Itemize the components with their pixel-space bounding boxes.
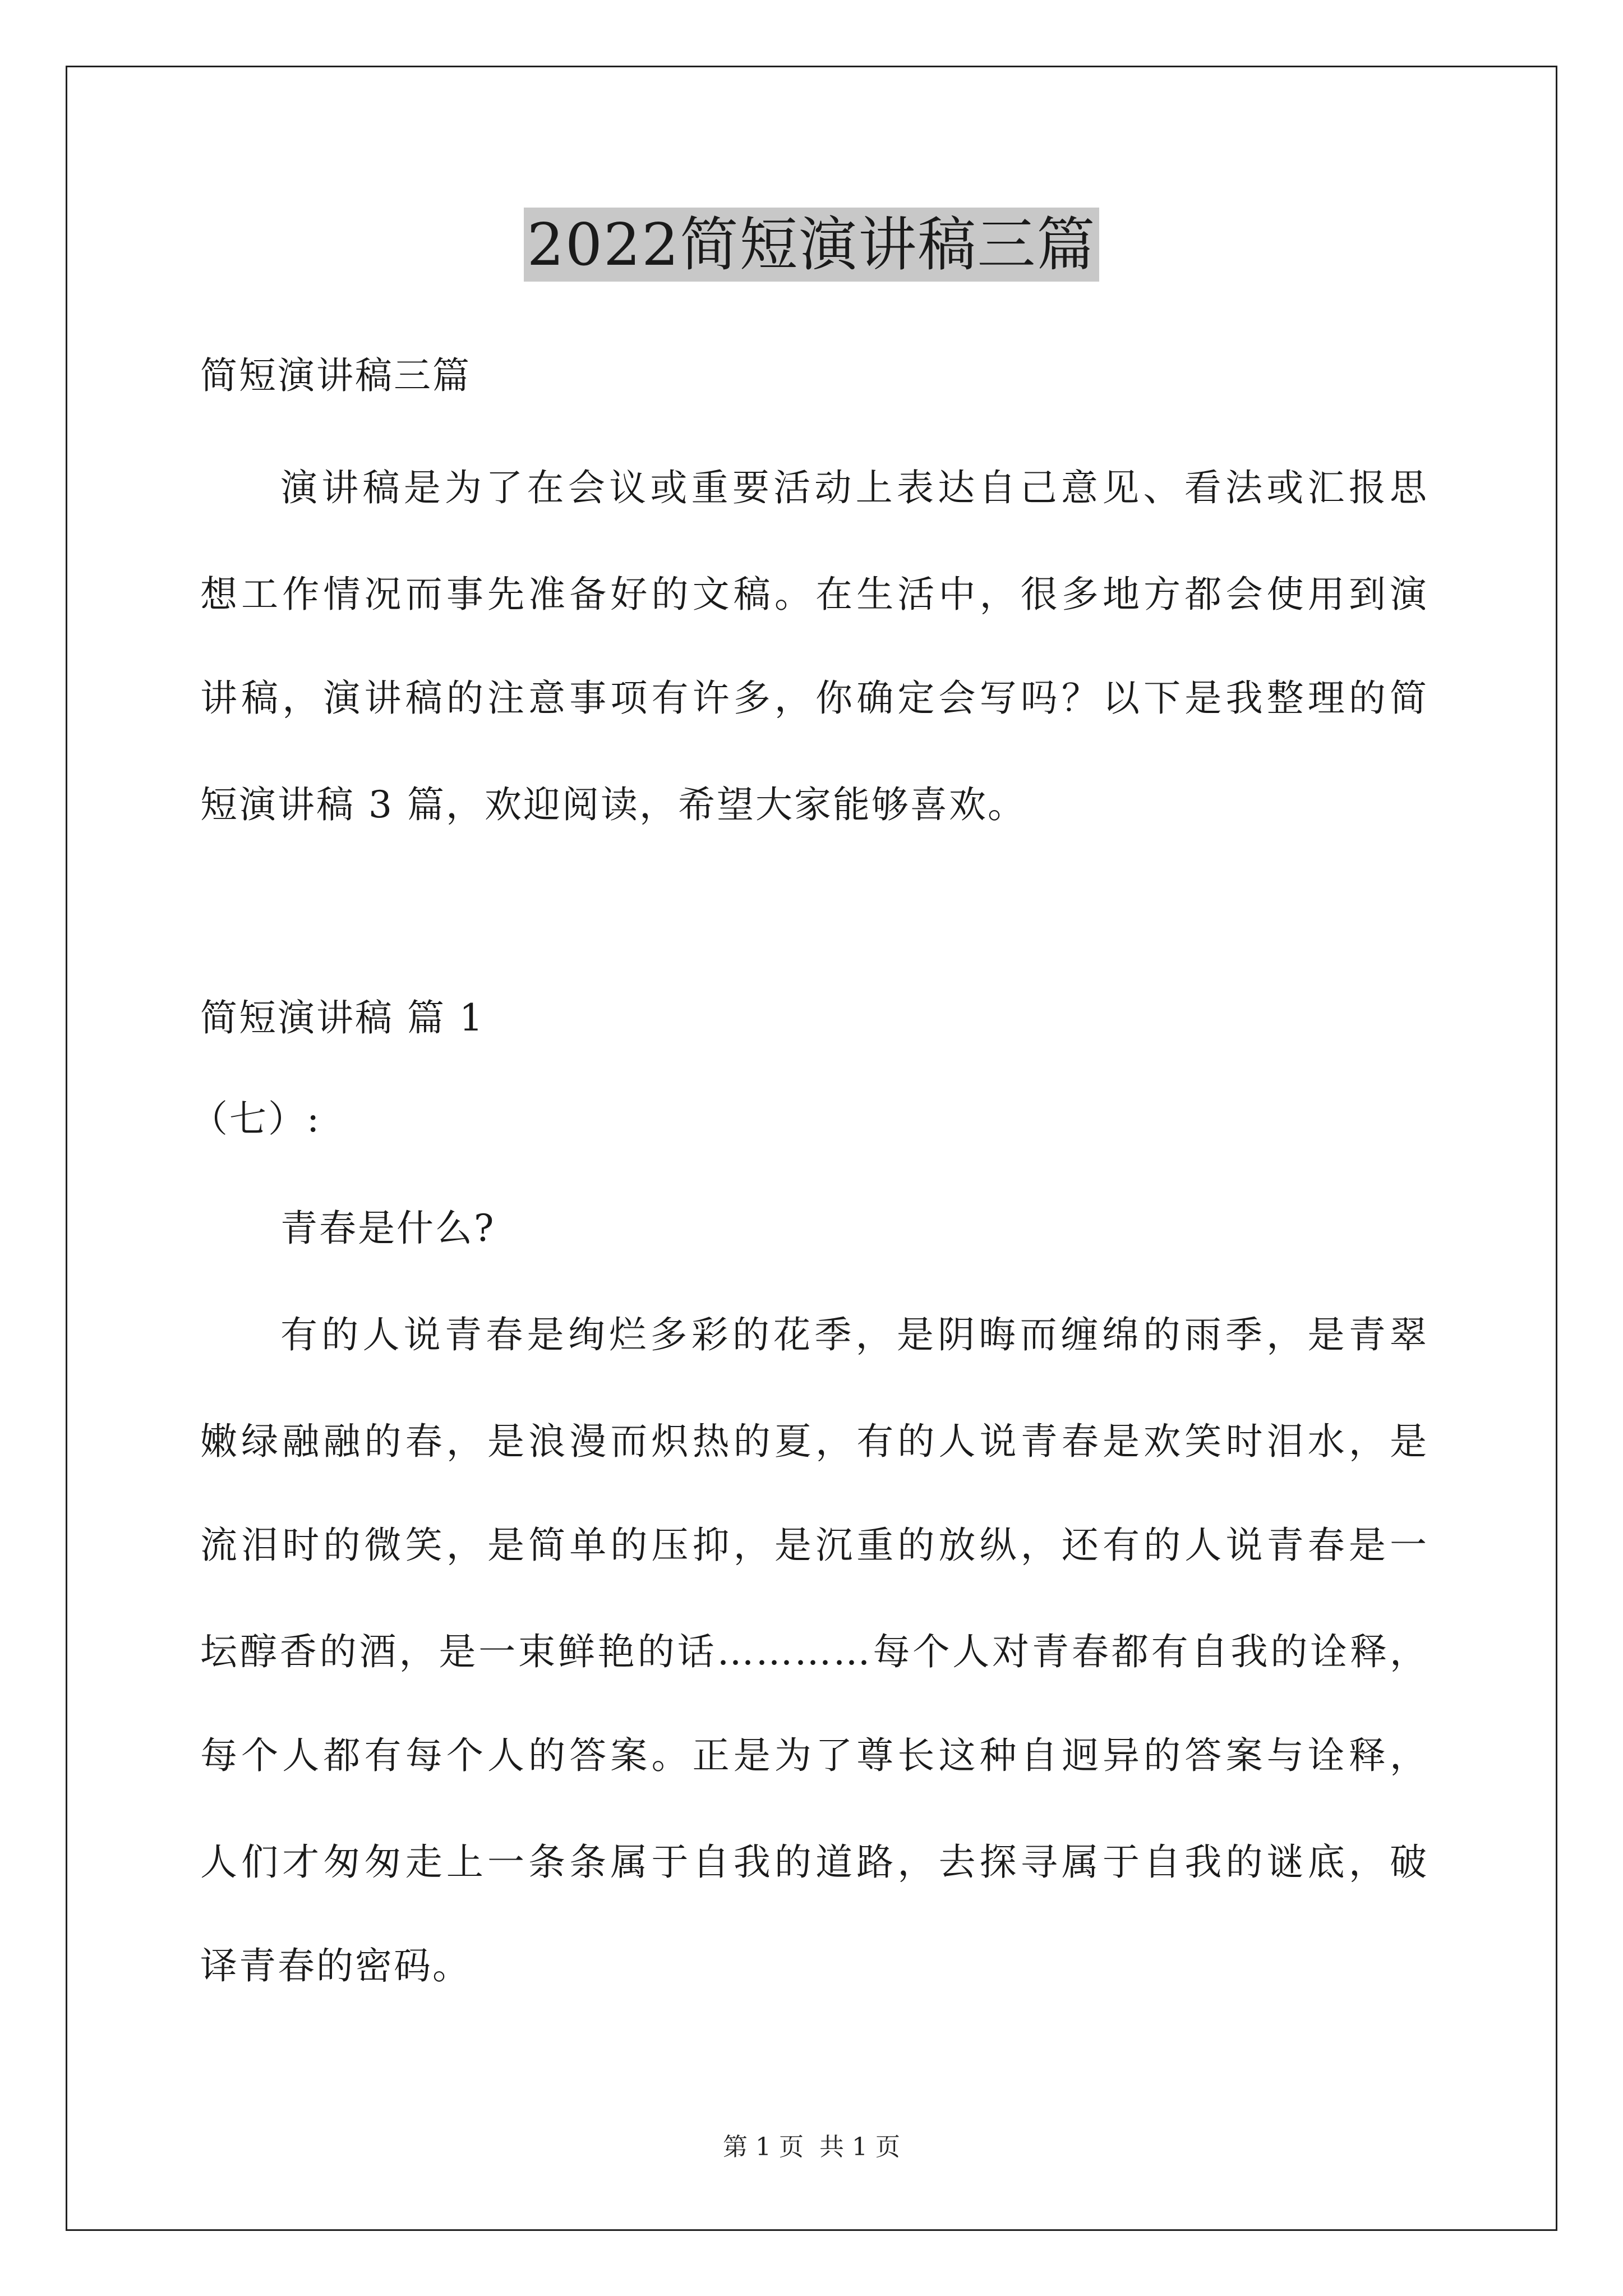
intro-line-4: 短演讲稿 3 篇，欢迎阅读，希望大家能够喜欢。 [200,783,1026,826]
body-line-1: 有的人说青春是绚烂多彩的花季，是阴晦而缠绵的雨季，是青翠 [280,1313,1428,1356]
page-number-current: 第 1 页 [723,2133,804,2161]
body-line-7: 译青春的密码。 [200,1944,471,1987]
body-line-3: 流泪时的微笑，是简单的压抑，是沉重的放纵，还有的人说青春是一 [200,1524,1428,1567]
body-line-4: 坛醇香的酒，是一束鲜艳的话…………每个人对青春都有自我的诠释， [200,1630,1428,1673]
document-title: 2022简短演讲稿三篇 [524,208,1100,282]
section1-marker: （七）: [191,1097,321,1140]
intro-line-1: 演讲稿是为了在会议或重要活动上表达自己意见、看法或汇报思 [280,466,1428,509]
section1-question: 青春是什么? [280,1207,496,1250]
body-line-2: 嫩绿融融的春，是浪漫而炽热的夏，有的人说青春是欢笑时泪水，是 [200,1420,1428,1463]
body-line-6: 人们才匆匆走上一条条属于自我的道路，去探寻属于自我的谜底，破 [200,1841,1428,1884]
page-footer [0,2132,1623,2163]
page-number-total: 共 1 页 [819,2133,900,2161]
section1-heading: 简短演讲稿 篇 1 [200,996,485,1039]
intro-line-3: 讲稿，演讲稿的注意事项有许多，你确定会写吗？以下是我整理的简 [200,677,1428,720]
title-container [0,208,1623,282]
document-subtitle: 简短演讲稿三篇 [200,354,471,397]
body-line-5: 每个人都有每个人的答案。正是为了尊长这种自迥异的答案与诠释， [200,1734,1428,1777]
intro-line-2: 想工作情况而事先准备好的文稿。在生活中，很多地方都会使用到演 [200,573,1428,616]
